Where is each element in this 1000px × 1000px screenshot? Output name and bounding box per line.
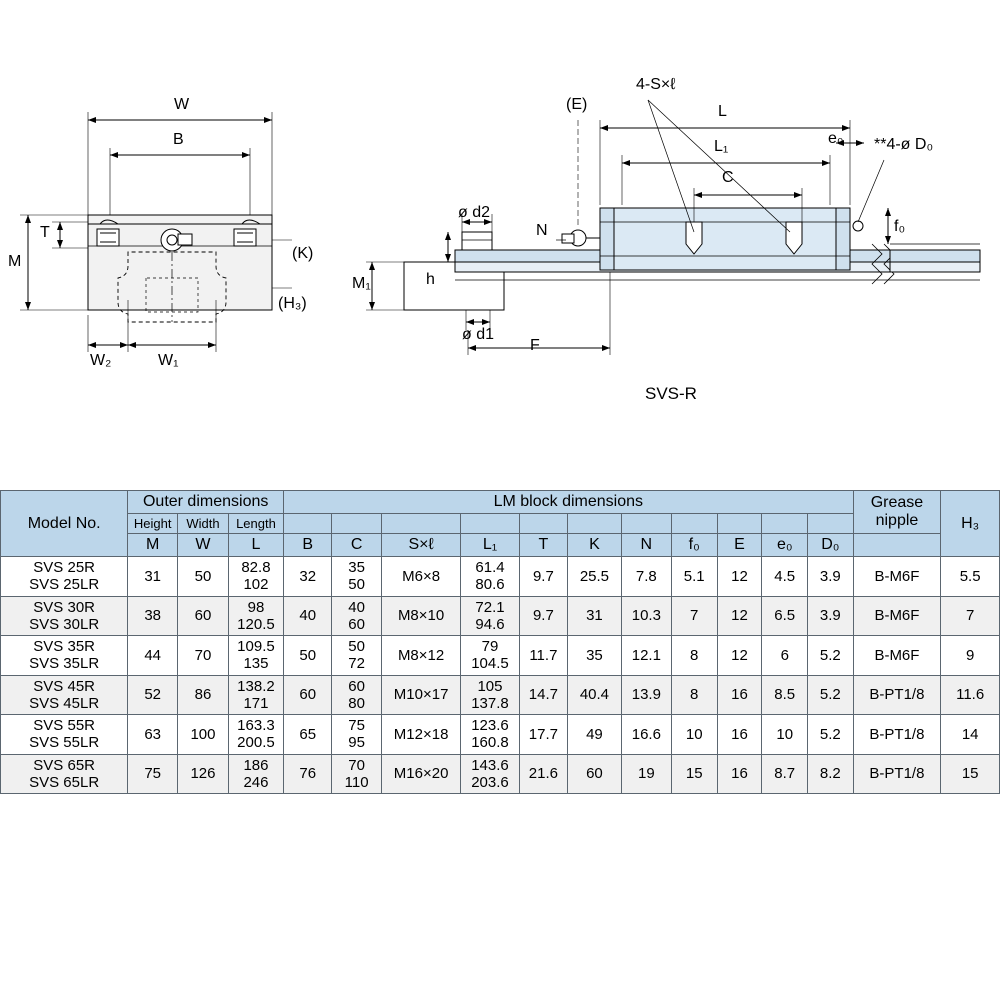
label-E: (E) [566, 96, 588, 113]
cell-B: 76 [284, 754, 332, 794]
header-row-symbols [1, 534, 1000, 557]
model-line-1: SVS 25R [33, 559, 95, 576]
header-blank-L1 [461, 514, 519, 534]
table-row [1, 636, 1000, 676]
cell-L-line-1: 109.5 [237, 638, 275, 655]
cell-L-line-2: 120.5 [237, 615, 275, 633]
cell-D0: 5.2 [808, 636, 854, 676]
cell-grease: B-PT1/8 [853, 715, 941, 755]
cell-W: 50 [178, 557, 229, 597]
cell-L1 [461, 636, 519, 676]
cell-B: 60 [284, 675, 332, 715]
cell-L1-line-2: 104.5 [471, 655, 509, 673]
header-blank-E [717, 514, 762, 534]
cell-T: 9.7 [519, 596, 568, 636]
model-line-2: SVS 55LR [29, 734, 100, 752]
header-symbol-Sxl: S×ℓ [381, 534, 461, 557]
cell-L1-line-1: 105 [477, 677, 503, 695]
cell-L1-line-2: 137.8 [471, 694, 509, 712]
header-blank-C [332, 514, 381, 534]
cell-C [332, 636, 381, 676]
cell-H3: 5.5 [941, 557, 1000, 597]
cell-L-line-2: 102 [243, 576, 269, 594]
cell-T: 9.7 [519, 557, 568, 597]
header-symbol-D0: D₀ [808, 534, 854, 557]
cell-L-line-2: 246 [243, 773, 269, 791]
cell-N: 7.8 [621, 557, 671, 597]
header-symbol-f0: f₀ [671, 534, 717, 557]
cell-f0: 15 [671, 754, 717, 794]
cell-L1-line-1: 123.6 [471, 717, 509, 734]
model-line-2: SVS 45LR [29, 694, 100, 712]
cell-N: 16.6 [621, 715, 671, 755]
label-L1: L₁ [714, 138, 729, 155]
header-blank-K [568, 514, 622, 534]
cell-C-line-2: 80 [348, 694, 365, 712]
header-symbol-T: T [519, 534, 568, 557]
cell-C-line-1: 40 [348, 598, 365, 616]
header-outer-dimensions-text: Outer dimensions [142, 493, 269, 510]
cell-D0: 3.9 [808, 557, 854, 597]
cell-f0: 5.1 [671, 557, 717, 597]
cell-grease: B-PT1/8 [853, 754, 941, 794]
cell-T: 14.7 [519, 675, 568, 715]
cell-model [1, 675, 128, 715]
cell-L-line-1: 138.2 [237, 677, 275, 695]
cell-grease: B-M6F [853, 636, 941, 676]
cell-Sxl: M8×10 [381, 596, 461, 636]
cell-W: 60 [178, 596, 229, 636]
cell-C [332, 715, 381, 755]
cell-M: 75 [128, 754, 178, 794]
cell-f0: 7 [671, 596, 717, 636]
header-outer-dimensions [128, 491, 284, 514]
cell-H3: 11.6 [941, 675, 1000, 715]
cell-e0: 10 [762, 715, 808, 755]
cell-L1 [461, 675, 519, 715]
cell-H3: 15 [941, 754, 1000, 794]
cell-C [332, 596, 381, 636]
cell-L [228, 596, 283, 636]
cell-K: 25.5 [568, 557, 622, 597]
cell-L-line-2: 171 [243, 694, 269, 712]
label-T: T [40, 224, 50, 241]
cell-L1-line-1: 143.6 [471, 756, 509, 774]
table-head [1, 491, 1000, 557]
label-K: (K) [292, 245, 314, 262]
cell-C [332, 675, 381, 715]
cell-C-line-1: 60 [348, 677, 365, 695]
header-blank-D0 [808, 514, 854, 534]
cell-e0: 8.5 [762, 675, 808, 715]
cell-B: 40 [284, 596, 332, 636]
model-line-2: SVS 25LR [29, 576, 100, 594]
cell-L [228, 715, 283, 755]
cell-D0: 5.2 [808, 675, 854, 715]
cell-grease: B-M6F [853, 557, 941, 597]
cell-B: 65 [284, 715, 332, 755]
header-symbol-L: L [228, 534, 283, 557]
cell-L1-line-1: 79 [481, 638, 499, 655]
cell-E: 12 [717, 636, 762, 676]
cell-e0: 8.7 [762, 754, 808, 794]
cell-model [1, 754, 128, 794]
header-symbol-E: E [717, 534, 762, 557]
cell-T: 17.7 [519, 715, 568, 755]
table-row [1, 596, 1000, 636]
cell-D0: 8.2 [808, 754, 854, 794]
table-row [1, 754, 1000, 794]
cell-L1-line-1: 72.1 [475, 598, 505, 616]
cell-C-line-2: 95 [348, 734, 365, 752]
cell-C-line-2: 72 [348, 655, 365, 673]
table-row [1, 557, 1000, 597]
cell-grease: B-M6F [853, 596, 941, 636]
cell-K: 40.4 [568, 675, 622, 715]
label-B: B [173, 131, 184, 148]
header-width: Width [178, 514, 229, 534]
cell-C [332, 754, 381, 794]
cell-N: 19 [621, 754, 671, 794]
label-M: M [8, 253, 22, 270]
cell-K: 49 [568, 715, 622, 755]
cell-C-line-1: 75 [348, 717, 365, 734]
cell-L1-line-2: 94.6 [475, 615, 505, 633]
cell-L [228, 754, 283, 794]
label-d1: ø d1 [462, 326, 495, 343]
cell-K: 31 [568, 596, 622, 636]
label-N: N [536, 222, 548, 239]
cell-T: 11.7 [519, 636, 568, 676]
cell-f0: 8 [671, 675, 717, 715]
header-symbol-L1: L₁ [461, 534, 519, 557]
cell-Sxl: M16×20 [381, 754, 461, 794]
cell-M: 31 [128, 557, 178, 597]
cell-W: 126 [178, 754, 229, 794]
header-symbol-N: N [621, 534, 671, 557]
cell-Sxl: M12×18 [381, 715, 461, 755]
header-blank-B [284, 514, 332, 534]
cell-E: 16 [717, 754, 762, 794]
cell-E: 12 [717, 596, 762, 636]
label-L: L [718, 103, 727, 120]
cell-C-line-1: 70 [348, 756, 365, 774]
cell-K: 60 [568, 754, 622, 794]
label-4-D0: **4-ø D₀ [874, 136, 934, 153]
model-line-1: SVS 65R [33, 756, 95, 774]
cell-W: 86 [178, 675, 229, 715]
cell-f0: 8 [671, 636, 717, 676]
technical-drawing [0, 0, 1000, 470]
cell-L1-line-2: 160.8 [471, 734, 509, 752]
model-line-1: SVS 30R [33, 598, 95, 616]
cell-M: 63 [128, 715, 178, 755]
cell-L-line-2: 135 [243, 655, 269, 673]
header-blank-e0 [762, 514, 808, 534]
figure-caption: SVS-R [645, 384, 697, 403]
cell-L-line-2: 200.5 [237, 734, 275, 752]
cell-e0: 6.5 [762, 596, 808, 636]
cell-f0: 10 [671, 715, 717, 755]
cell-e0: 6 [762, 636, 808, 676]
cell-N: 13.9 [621, 675, 671, 715]
header-symbol-M: M [128, 534, 178, 557]
header-symbol-K: K [568, 534, 622, 557]
header-symbol-W: W [178, 534, 229, 557]
cell-L1-line-2: 203.6 [471, 773, 509, 791]
cell-model [1, 596, 128, 636]
label-M1: M₁ [352, 275, 371, 292]
label-H3: (H₃) [278, 295, 307, 312]
cell-H3: 9 [941, 636, 1000, 676]
cell-grease: B-PT1/8 [853, 675, 941, 715]
cell-L-line-1: 186 [243, 756, 269, 774]
cell-Sxl: M8×12 [381, 636, 461, 676]
cell-model [1, 557, 128, 597]
label-f0: f₀ [894, 218, 906, 235]
cell-C-line-1: 50 [348, 638, 365, 655]
cell-L-line-1: 163.3 [237, 717, 275, 734]
cell-L1-line-1: 61.4 [475, 559, 505, 576]
cell-M: 38 [128, 596, 178, 636]
cell-model [1, 636, 128, 676]
header-symbol-B: B [284, 534, 332, 557]
cell-C [332, 557, 381, 597]
cell-L [228, 636, 283, 676]
table-body [1, 557, 1000, 794]
header-grease-nipple: Grease nipple [853, 491, 941, 534]
header-height: Height [128, 514, 178, 534]
cell-B: 50 [284, 636, 332, 676]
header-blank-grease [853, 534, 941, 557]
cell-M: 52 [128, 675, 178, 715]
label-S-times-l: 4-S×ℓ [636, 76, 676, 93]
cell-B: 32 [284, 557, 332, 597]
cell-E: 12 [717, 557, 762, 597]
cell-C-line-2: 60 [348, 615, 365, 633]
header-blank-N [621, 514, 671, 534]
cell-C-line-2: 110 [344, 773, 369, 791]
model-line-1: SVS 55R [33, 717, 95, 734]
cell-C-line-2: 50 [348, 576, 365, 594]
label-W1: W₁ [158, 352, 179, 369]
table-row [1, 715, 1000, 755]
cell-E: 16 [717, 715, 762, 755]
model-line-1: SVS 35R [33, 638, 95, 655]
label-C: C [722, 169, 734, 186]
label-W2: W₂ [90, 352, 112, 369]
cell-T: 21.6 [519, 754, 568, 794]
label-h: h [426, 271, 435, 288]
cell-W: 100 [178, 715, 229, 755]
label-W: W [174, 96, 190, 113]
model-line-2: SVS 30LR [29, 615, 100, 633]
cell-L [228, 675, 283, 715]
drawing-svg [0, 0, 1000, 470]
header-blank-T [519, 514, 568, 534]
cell-Sxl: M6×8 [381, 557, 461, 597]
model-line-2: SVS 35LR [29, 655, 100, 673]
model-line-1: SVS 45R [33, 677, 95, 695]
cell-model [1, 715, 128, 755]
header-blank-Sxl [381, 514, 461, 534]
header-length: Length [228, 514, 283, 534]
cell-L-line-1: 98 [247, 598, 265, 616]
label-F: F [530, 337, 540, 354]
cell-L1 [461, 557, 519, 597]
cell-Sxl: M10×17 [381, 675, 461, 715]
cell-L1 [461, 715, 519, 755]
cell-N: 10.3 [621, 596, 671, 636]
cell-D0: 3.9 [808, 596, 854, 636]
header-h3: H₃ [941, 491, 1000, 557]
label-d2: ø d2 [458, 204, 491, 221]
cell-H3: 14 [941, 715, 1000, 755]
cell-L-line-1: 82.8 [241, 559, 271, 576]
cell-K: 35 [568, 636, 622, 676]
cell-N: 12.1 [621, 636, 671, 676]
header-symbol-e0: e₀ [762, 534, 808, 557]
cell-e0: 4.5 [762, 557, 808, 597]
cell-L1 [461, 754, 519, 794]
header-blank-f0 [671, 514, 717, 534]
cell-L [228, 557, 283, 597]
cell-C-line-1: 35 [348, 559, 365, 576]
header-row-groups [1, 491, 1000, 514]
cell-L1-line-2: 80.6 [475, 576, 505, 594]
header-row-names [1, 514, 1000, 534]
header-model-no: Model No. [1, 491, 128, 557]
cell-E: 16 [717, 675, 762, 715]
table-row [1, 675, 1000, 715]
cell-H3: 7 [941, 596, 1000, 636]
cell-W: 70 [178, 636, 229, 676]
cell-L1 [461, 596, 519, 636]
header-lm-block-dimensions: LM block dimensions [284, 491, 854, 514]
model-line-2: SVS 65LR [29, 773, 100, 791]
header-symbol-C: C [332, 534, 381, 557]
cell-D0: 5.2 [808, 715, 854, 755]
label-e0: e₀ [828, 130, 844, 147]
dimension-table [0, 490, 1000, 794]
cell-M: 44 [128, 636, 178, 676]
